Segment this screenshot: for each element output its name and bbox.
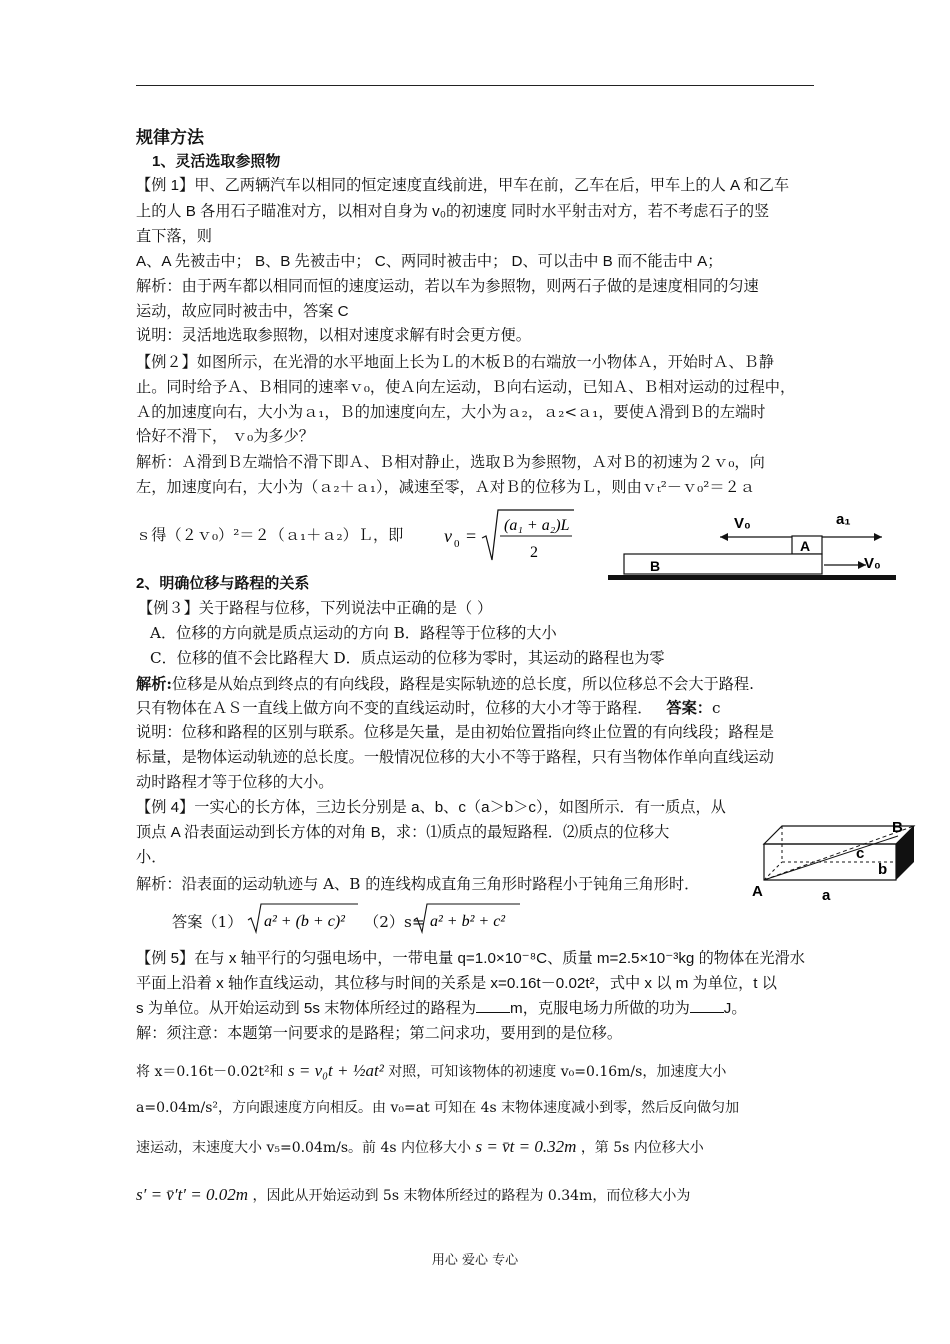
example-3-note-1: 说明：位移和路程的区别与联系。位移是矢量，是由初始位置指向终止位置的有向线段；路程是 [136, 724, 774, 741]
solution-text-2: 只有物体在ＡＳ一直线上做方向不变的直线运动时，位移的大小才等于路程． [136, 699, 653, 717]
example-3-options-cd: C．位移的值不会比路程大 D．质点运动的位移为零时，其运动的路程也为零 [150, 649, 665, 667]
example-4-solution: 解析：沿表面的运动轨迹与 A、B 的连线构成直角三角形时路程小于钝角三角形时． [136, 875, 700, 893]
example-5-solution-5-b: ，因此从开始运动到 5s 末物体所经过的路程为 0.34m，而位移大小为 [252, 1188, 691, 1204]
example-2-solution-2: 左，加速度向右，大小为（ａ₂＋ａ₁），减速至零，Ａ对Ｂ的位移为Ｌ，则由ｖₜ²－ｖ₀²＝２ａ [136, 478, 755, 496]
example-4-line-2: 顶点 A 沿表面运动到长方体的对角 B，求：⑴质点的最短路程．⑵质点的位移大 [136, 824, 670, 841]
section-title: 规律方法 [136, 128, 204, 147]
example-5-solution-2-a: 将 x＝0.16t－0.02t²和 [136, 1064, 284, 1080]
cuboid-figure [746, 812, 916, 904]
example-2-line-4: 恰好不滑下， ｖ₀为多少？ [136, 427, 314, 445]
heading-reference-frame: 1、灵活选取参照物 [152, 153, 281, 170]
example-3-solution-2 [136, 697, 720, 719]
label-a: a [822, 887, 831, 904]
example-1-solution-2: 运动，故应同时被击中，答案 C [136, 303, 349, 320]
example-5-line-1: 【例 5】在与 x 轴平行的匀强电场中，一带电量 q=1.0×10⁻⁸C、质量 m=2.5×10⁻³kg 的物体在光滑水 [136, 950, 805, 967]
heading-displacement-path: 2、明确位移与路程的关系 [136, 575, 310, 592]
example-2-line-2: 止。同时给予Ａ、Ｂ相同的速率ｖ₀，使Ａ向左运动，Ｂ向右运动，已知Ａ、Ｂ相对运动的过程中， [136, 378, 796, 396]
label-B: B [892, 819, 903, 836]
label-v0-right: V₀ [864, 555, 881, 572]
example-5-solution-4 [136, 1136, 704, 1159]
answer-1-expression: a² + (b + c)² [264, 913, 345, 930]
blank-path [476, 998, 510, 1013]
example-3-question: 【例３】关于路程与位移，下列说法中正确的是（ ） [138, 599, 493, 617]
example-5-solution-4-b: ，第 5s 内位移大小 [580, 1140, 704, 1156]
solution-label: 解析: [136, 675, 172, 693]
example-5-line-3-a: s 为单位。从开始运动到 5s 末物体所经过的路程为 [136, 1000, 477, 1017]
fifth-second-formula: s′ = v̄′t′ = 0.02m [136, 1185, 249, 1204]
example-4-answer-prefix: 答案（1） [172, 913, 243, 931]
page-footer: 用心 爱心 专心 [431, 1253, 519, 1268]
arrow-v0-left-head [720, 533, 728, 541]
example-5-solution-2 [136, 1060, 726, 1083]
example-3-note-2: 标量，是物体运动轨迹的总长度。一般情况位移的大小不等于路程，只有当物体作单向直线运动 [136, 749, 774, 766]
example-5-line-3-b: m，克服电场力所做的功为 [510, 1000, 690, 1017]
formula-equals: = [466, 526, 477, 546]
example-4-answer-mid: （2）s= [364, 913, 425, 931]
label-board-b: B [650, 558, 661, 574]
example-5-solution-5 [136, 1184, 690, 1207]
example-4-line-3: 小． [136, 849, 167, 866]
example-1-line-1: 【例 1】甲、乙两辆汽车以相同的恒定速度直线前进，甲车在前，乙车在后，甲车上的人 A 和乙车 [136, 177, 790, 194]
label-A: A [752, 883, 763, 900]
label-a1: a₁ [836, 511, 851, 528]
example-2-line-1: 【例２】如图所示，在光滑的水平地面上长为Ｌ的木板Ｂ的右端放一小物体Ａ，开始时Ａ、Ｂ静 [136, 353, 774, 371]
label-b: b [878, 861, 888, 878]
example-2-solution-1: 解析：Ａ滑到Ｂ左端恰不滑下即Ａ、Ｂ相对静止，选取Ｂ为参照物，Ａ对Ｂ的初速为２ｖ₀，向 [136, 453, 765, 471]
header-rule [136, 85, 814, 86]
blank-work [690, 998, 724, 1013]
formula-v: v [444, 526, 452, 546]
example-1-options: A、A 先被击中； B、B 先被击中； C、两同时被击中； D、可以击中 B 而不能击中 A； [136, 253, 723, 270]
example-5-solution-2-b: 对照，可知该物体的初速度 v₀=0.16m/s，加速度大小 [388, 1064, 727, 1080]
example-3-note-3: 动时路程才等于位移的大小。 [136, 774, 334, 791]
example-2-solution-3: ｓ得（２ｖ₀）²＝２（ａ₁＋ａ₂）Ｌ，即 [136, 526, 404, 544]
ground [608, 575, 896, 580]
answer-label: 答案： [666, 699, 712, 717]
example-5-solution-3: a=0.04m/s²，方向跟速度方向相反。由 v₀=at 可知在 4s 末物体速度减小到零，然后反向做匀加 [136, 1100, 740, 1116]
arrow-a1-right-head [874, 533, 882, 541]
label-block-a: A [800, 538, 811, 554]
example-5-line-2: 平面上沿着 x 轴作直线运动，其位移与时间的关系是 x=0.16t－0.02t²，式中 x 以 m 为单位，t 以 [136, 975, 777, 992]
example-3-options-ab: A．位移的方向就是质点运动的方向 B．路程等于位移的大小 [150, 624, 557, 642]
answer-1-radical [246, 902, 362, 934]
example-1-line-3: 直下落，则 [136, 228, 212, 245]
example-3-solution-1 [136, 673, 754, 695]
example-1-note: 说明：灵活地选取参照物，以相对速度求解有时会更方便。 [136, 327, 531, 344]
kinematics-formula: s = v₀t + ½at² [288, 1061, 384, 1080]
answer-value: c [711, 699, 721, 717]
example-5-solution-4-a: 速运动，末速度大小 v₅=0.04m/s。前 4s 内位移大小 [136, 1140, 472, 1156]
formula-v-subscript: 0 [454, 538, 460, 550]
displacement-formula: s = v̄t = 0.32m [475, 1137, 577, 1156]
solution-text: 位移是从始点到终点的有向线段，路程是实际轨迹的总长度，所以位移总不会大于路程. [171, 675, 754, 693]
answer-2-radical [412, 902, 524, 934]
formula-denominator: 2 [530, 544, 538, 561]
v0-formula [442, 506, 582, 564]
example-1-line-2: 上的人 B 各用石子瞄准对方，以相对自身为 v₀的初速度 同时水平射击对方，若不考虑石子的竖 [136, 203, 770, 220]
label-v0-top: V₀ [734, 515, 751, 532]
label-c: c [856, 845, 865, 862]
example-5-solution-1: 解：须注意：本题第一问要求的是路程；第二问求功，要用到的是位移。 [136, 1024, 622, 1042]
example-2-line-3: Ａ的加速度向右，大小为ａ₁，Ｂ的加速度向左，大小为ａ₂，ａ₂<ａ₁，要使Ａ滑到Ｂ的左端时 [136, 403, 766, 421]
example-5-line-3 [136, 998, 747, 1020]
example-4-line-1: 【例 4】一实心的长方体，三边长分别是 a、b、c（a＞b＞c），如图所示．有一质点，从 [136, 799, 726, 816]
formula-numerator: (a₁ + a₂)L [504, 517, 570, 534]
answer-2-expression: a² + b² + c² [430, 913, 506, 930]
example-1-solution-1: 解析：由于两车都以相同而恒的速度运动，若以车为参照物，则两石子做的是速度相同的匀速 [136, 278, 759, 295]
example-5-line-3-c: J。 [723, 1000, 747, 1017]
board-block-figure [600, 506, 900, 590]
